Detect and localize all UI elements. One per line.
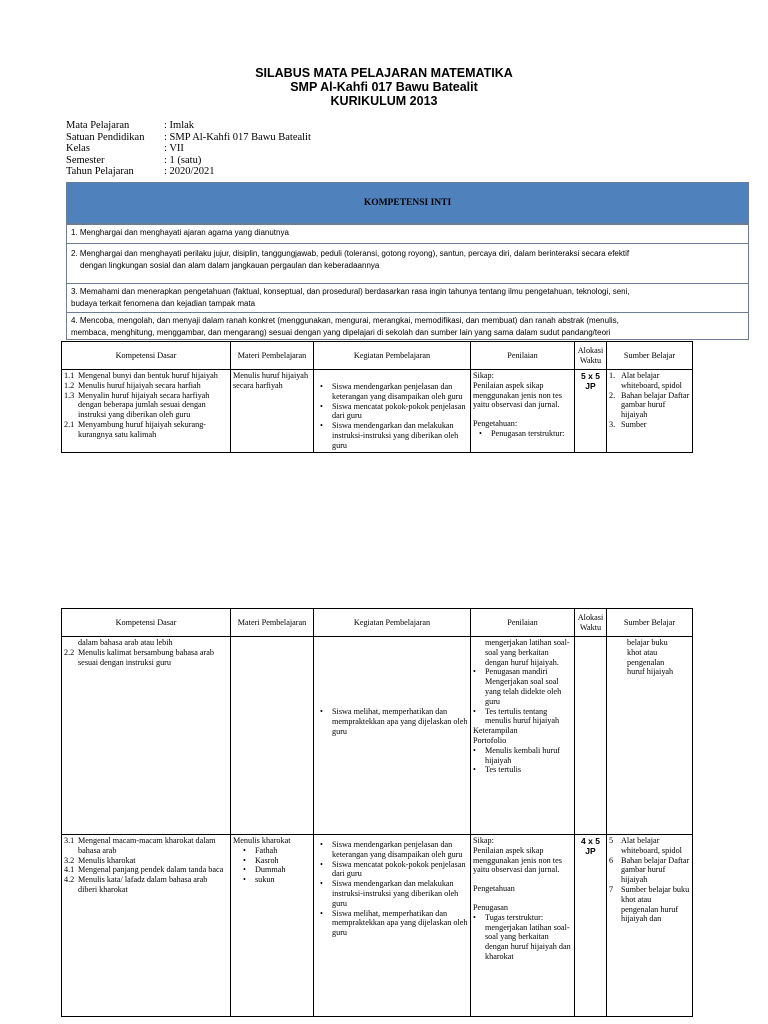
penilaian-item: • Tugas terstruktur: mengerjakan latihan soal-soal yang berkaitan dengan huruf hijaiyah dan kharokat xyxy=(485,913,572,962)
col-kompetensi-dasar: Kompetensi Dasar xyxy=(62,609,231,637)
kegiatan-item: • Siswa mendengarkan penjelasan dan keterangan yang disampaikan oleh guru xyxy=(332,382,468,402)
materi-item: • Kasroh xyxy=(255,856,311,866)
col-penilaian: Penilaian xyxy=(471,609,575,637)
kd-cell xyxy=(62,370,231,453)
col-materi: Materi Pembelajaran xyxy=(231,609,314,637)
kd-item: 4.2 Menulis kata/ lafadz dalam bahasa arab diberi kharokat xyxy=(64,875,208,894)
sumber-cell xyxy=(607,370,693,453)
alokasi-cell xyxy=(575,637,607,835)
ki-item-text: membaca, menghitung, menggambar, dan mengarang) sesuai dengan yang dipelajari di sekolah dan sumber lain yang sama dalam sudut pandang/teori xyxy=(71,328,611,337)
kegiatan-item: • Siswa mendengarkan dan melakukan instruksi-instruksi yang diberikan oleh guru xyxy=(332,421,468,450)
identity-value: : 2020/2021 xyxy=(164,166,215,178)
kegiatan-item: • Siswa mendengarkan penjelasan dan keterangan yang disampaikan oleh guru xyxy=(332,840,468,860)
penilaian-text: Sikap: xyxy=(473,836,494,845)
penilaian-cell xyxy=(471,835,575,1017)
kegiatan-item: • Siswa mendengarkan dan melakukan instruksi-instruksi yang diberikan oleh guru xyxy=(332,879,468,908)
penilaian-text: Pengetahuan xyxy=(473,884,515,894)
kd-cell xyxy=(62,637,231,835)
materi-cell xyxy=(231,835,314,1017)
penilaian-text: Penilaian aspek sikap menggunakan jenis non tes yaitu observasi dan jurnal. xyxy=(473,380,562,410)
penilaian-text: Penilaian aspek sikap menggunakan jenis non tes yaitu observasi dan jurnal. xyxy=(473,845,562,875)
identity-label: Tahun Pelajaran xyxy=(66,166,134,178)
penilaian-text: Pengetahuan: xyxy=(473,419,518,429)
penilaian-cell xyxy=(471,370,575,453)
penilaian-text: mengerjakan latihan soal-soal yang berkaitan dengan huruf hijaiyah. xyxy=(485,638,570,667)
ki-item xyxy=(67,224,748,243)
penilaian-text: Penugasan xyxy=(473,902,509,912)
ki-item-text: 4. Mencoba, mengolah, dan menyaji dalam ranah konkret (menggunakan, mengurai, merangkai, memodifikasi, dan membuat) dan ranah abstrak (menulis, xyxy=(71,316,619,325)
kegiatan-cell xyxy=(314,637,471,835)
materi-cell xyxy=(231,637,314,835)
kd-item: 2.2 Menulis kalimat bersambung bahasa arab sesuai dengan instruksi guru xyxy=(64,647,214,667)
materi-item: • sukun xyxy=(255,875,311,885)
ki-item xyxy=(67,312,748,339)
sumber-cell xyxy=(607,637,693,835)
kegiatan-item: • Siswa melihat, memperhatikan dan mempraktekkan apa yang dijelaskan oleh guru xyxy=(332,707,468,736)
identity-block xyxy=(66,120,311,178)
sumber-item: 7 Sumber belajar buku khot atau pengenalan huruf hijaiyah dan xyxy=(609,884,690,924)
identity-value: : VII xyxy=(164,143,184,155)
kd-item: 4.1 Mengenal panjang pendek dalam tanda baca xyxy=(64,865,224,875)
penilaian-text: Sikap: xyxy=(473,371,494,380)
col-kegiatan: Kegiatan Pembelajaran xyxy=(314,342,471,370)
kd-item: 3.1 Mengenal macam-macam kharokat dalam bahasa arab xyxy=(64,836,216,855)
ki-item xyxy=(67,283,748,312)
identity-label: Semester xyxy=(66,154,105,166)
alokasi-cell: 5 x 5 JP xyxy=(575,370,607,453)
penilaian-item: • Tes tertulis xyxy=(485,765,572,775)
kompetensi-inti-heading: KOMPETENSI INTI xyxy=(67,183,748,224)
kd-item: 1.3 Menyalin huruf hijaiyah secara harfiyah dengan beberapa jumlah sesuai dengan instruksi yang diberikan oleh guru xyxy=(64,390,210,420)
kompetensi-inti-box xyxy=(66,182,749,340)
col-sumber: Sumber Belajar xyxy=(607,609,693,637)
kegiatan-cell xyxy=(314,370,471,453)
sumber-item: 6 Bahan belajar Daftar gambar huruf hijaiyah xyxy=(609,855,690,885)
kd-item: 2.1 Menyambung huruf hijaiyah sekurang-kurangnya satu kalimah xyxy=(64,419,207,439)
sumber-continued: belajar buku khot atau pengenalan huruf hijaiyah xyxy=(627,638,674,677)
ki-item xyxy=(67,243,748,283)
document-title: SILABUS MATA PELAJARAN MATEMATIKA xyxy=(255,66,513,80)
penilaian-item: • Penugasan terstruktur: xyxy=(491,429,572,439)
penilaian-cell xyxy=(471,637,575,835)
identity-label: Satuan Pendidikan xyxy=(66,131,145,143)
ki-item-text: 2. Menghargai dan menghayati perilaku jujur, disiplin, tanggungjawab, peduli (toleransi, gotong royong), santun, percaya diri, dalam berinteraksi secara efektif xyxy=(71,249,630,258)
sumber-item: 3. Sumber xyxy=(609,419,647,429)
penilaian-item: • Menulis kembali huruf hijaiyah xyxy=(485,746,572,766)
ki-item-text: budaya terkait fenomena dan kejadian tampak mata xyxy=(71,299,256,308)
kd-item: 1.1 Mengenal bunyi dan bentuk huruf hijaiyah xyxy=(64,371,218,380)
ki-item-text: 3. Memahami dan menerapkan pengetahuan (faktual, konseptual, dan prosedural) berdasarkan rasa ingin tahunya tentang ilmu pengetahuan, teknologi, seni, xyxy=(71,287,630,296)
sumber-item: 5 Alat belajar whiteboard, spidol xyxy=(609,836,682,855)
kegiatan-item: • Siswa melihat, memperhatikan dan mempraktekkan apa yang dijelaskan oleh guru xyxy=(332,909,468,938)
col-sumber: Sumber Belajar xyxy=(607,342,693,370)
penilaian-text: Keterampilan xyxy=(473,726,518,736)
kd-item: 1.2 Menulis huruf hijaiyah secara harfiah xyxy=(64,380,201,390)
ki-item-text: 1. Menghargai dan menghayati ajaran agama yang dianutnya xyxy=(71,228,289,237)
materi-title: Menulis kharokat xyxy=(233,836,291,845)
curriculum: KURIKULUM 2013 xyxy=(330,94,438,108)
ki-item-text: dengan lingkungan sosial dan alam dalam jangkauan pergaulan dan keberadaannya xyxy=(80,261,380,270)
col-alokasi: Alokasi Waktu xyxy=(575,609,607,637)
kd-item: 3.2 Menulis kharokat xyxy=(64,855,136,865)
col-kompetensi-dasar: Kompetensi Dasar xyxy=(62,342,231,370)
materi-item: • Fathah xyxy=(255,846,311,856)
sumber-item: 1. Alat belajar whiteboard, spidol xyxy=(609,371,682,390)
kd-cell xyxy=(62,835,231,1017)
kegiatan-item: • Siswa mencatat pokok-pokok penjelasan dari guru xyxy=(332,860,468,880)
penilaian-item: • Penugasan mandiri Mengerjakan soal soal yang telah didekte oleh guru xyxy=(485,667,572,706)
school-name: SMP Al-Kahfi 017 Bawu Batealit xyxy=(290,80,478,94)
identity-label: Mata Pelajaran xyxy=(66,120,130,131)
identity-value: : SMP Al-Kahfi 017 Bawu Batealit xyxy=(164,131,311,143)
col-penilaian: Penilaian xyxy=(471,342,575,370)
kd-continued: dalam bahasa arab atau lebih xyxy=(78,638,173,647)
kegiatan-item: • Siswa mencatat pokok-pokok penjelasan dari guru xyxy=(332,402,468,422)
syllabus-table-1 xyxy=(61,341,693,453)
col-alokasi: Alokasi Waktu xyxy=(575,342,607,370)
col-materi: Materi Pembelajaran xyxy=(231,342,314,370)
materi-item: • Dummah xyxy=(255,865,311,875)
penilaian-text: Portofolio xyxy=(473,735,507,745)
col-kegiatan: Kegiatan Pembelajaran xyxy=(314,609,471,637)
penilaian-item: • Tes tertulis tentang menulis huruf hijaiyah xyxy=(485,707,572,727)
sumber-cell xyxy=(607,835,693,1017)
kegiatan-cell xyxy=(314,835,471,1017)
identity-label: Kelas xyxy=(66,143,90,155)
identity-value: : 1 (satu) xyxy=(164,154,202,166)
sumber-item: 2. Bahan belajar Daftar gambar huruf hijaiyah xyxy=(609,390,690,420)
identity-value: : Imlak xyxy=(164,120,195,131)
syllabus-table-2 xyxy=(61,608,693,1017)
alokasi-cell: 4 x 5 JP xyxy=(575,835,607,1017)
materi-cell: Menulis huruf hijaiyah secara harfiyah xyxy=(231,370,314,453)
